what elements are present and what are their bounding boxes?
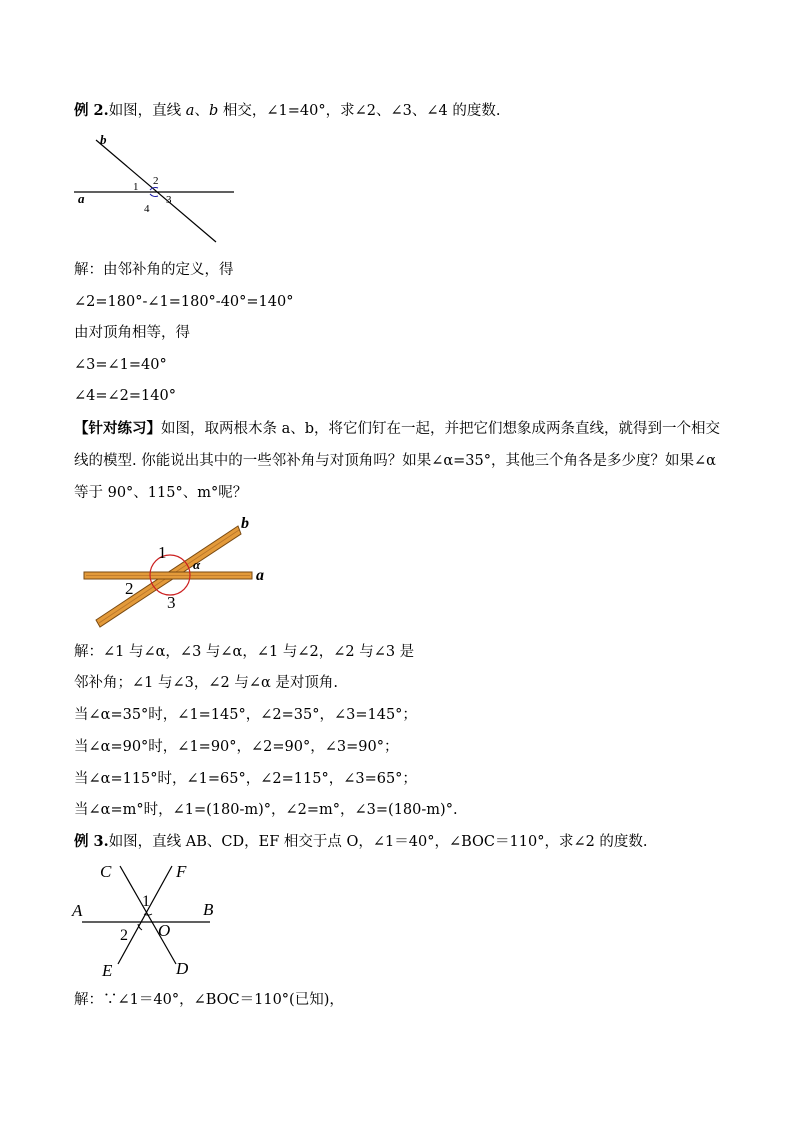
practice-figure — [82, 516, 282, 634]
ex2-solution-line-5: ∠4=∠2=140° — [74, 388, 176, 404]
label-angle-2: 2 — [120, 927, 128, 944]
label-C: C — [100, 862, 112, 881]
practice-heading: 【针对练习】 — [74, 420, 161, 437]
label-a: a — [78, 191, 85, 206]
ex2-solution-line-3: 由对顶角相等，得 — [74, 325, 190, 341]
label-angle-1: 1 — [158, 543, 167, 562]
label-angle-4: 4 — [144, 203, 150, 215]
label-angle-2: 2 — [125, 579, 134, 598]
label-B: B — [203, 900, 214, 919]
practice-solution-line-4: 当∠α=90°时，∠1=90°，∠2=90°，∠3=90°； — [74, 739, 399, 755]
example2-figure — [70, 130, 250, 248]
label-angle-3: 3 — [166, 194, 172, 206]
label-angle-2: 2 — [153, 175, 159, 187]
label-angle-1: 1 — [133, 181, 139, 193]
line-b — [96, 140, 216, 242]
practice-solution-line-2: 邻补角；∠1 与∠3，∠2 与∠α 是对顶角. — [74, 675, 339, 691]
label-A: A — [72, 901, 83, 920]
practice-prompt: 【针对练习】如图，取两根木条 a、b，将它们钉在一起，并把它们想象成两条直线，就得到一个相交线的模型. 你能说出其中的一些邻补角与对顶角吗？如果∠α=35°，其他三个角各是多少度？如果∠α 等于 90°、115°、m°呢？ — [74, 420, 721, 501]
example2-heading: 例 2. — [74, 102, 109, 119]
label-F: F — [176, 862, 187, 881]
practice-solution-line-3: 当∠α=35°时，∠1=145°，∠2=35°，∠3=145°； — [74, 707, 417, 723]
ex2-solution-line-4: ∠3=∠1=40° — [74, 357, 167, 373]
label-stick-b: b — [241, 515, 249, 532]
example3-prompt: 例 3.如图，直线 AB、CD，EF 相交于点 O，∠1＝40°，∠BOC＝110°，求∠2 的度数. — [74, 833, 648, 850]
label-angle-1: 1 — [142, 893, 150, 910]
label-b: b — [100, 132, 107, 147]
label-E: E — [102, 961, 113, 980]
label-alpha: α — [193, 557, 201, 572]
label-angle-3: 3 — [167, 593, 176, 612]
practice-solution-line-5: 当∠α=115°时，∠1=65°，∠2=115°，∠3=65°； — [74, 771, 417, 787]
label-D: D — [176, 959, 189, 978]
practice-solution-line-6: 当∠α=m°时，∠1=(180-m)°，∠2=m°，∠3=(180-m)°. — [74, 802, 458, 818]
ex3-solution-line-1: 解：∵∠1＝40°，∠BOC＝110°(已知)， — [74, 992, 344, 1008]
practice-solution-line-1: 解：∠1 与∠α，∠3 与∠α，∠1 与∠2，∠2 与∠3 是 — [74, 644, 415, 660]
ex2-solution-line-2: ∠2=180°-∠1=180°-40°=140° — [74, 294, 294, 310]
label-O: O — [158, 921, 171, 940]
example3-figure — [70, 860, 230, 980]
example2-prompt: 例 2.如图，直线 a、b 相交，∠1=40°，求∠2、∠3、∠4 的度数. — [74, 102, 501, 119]
ex2-solution-line-1: 解：由邻补角的定义，得 — [74, 262, 234, 278]
label-stick-a: a — [256, 567, 264, 584]
example3-heading: 例 3. — [74, 833, 109, 850]
